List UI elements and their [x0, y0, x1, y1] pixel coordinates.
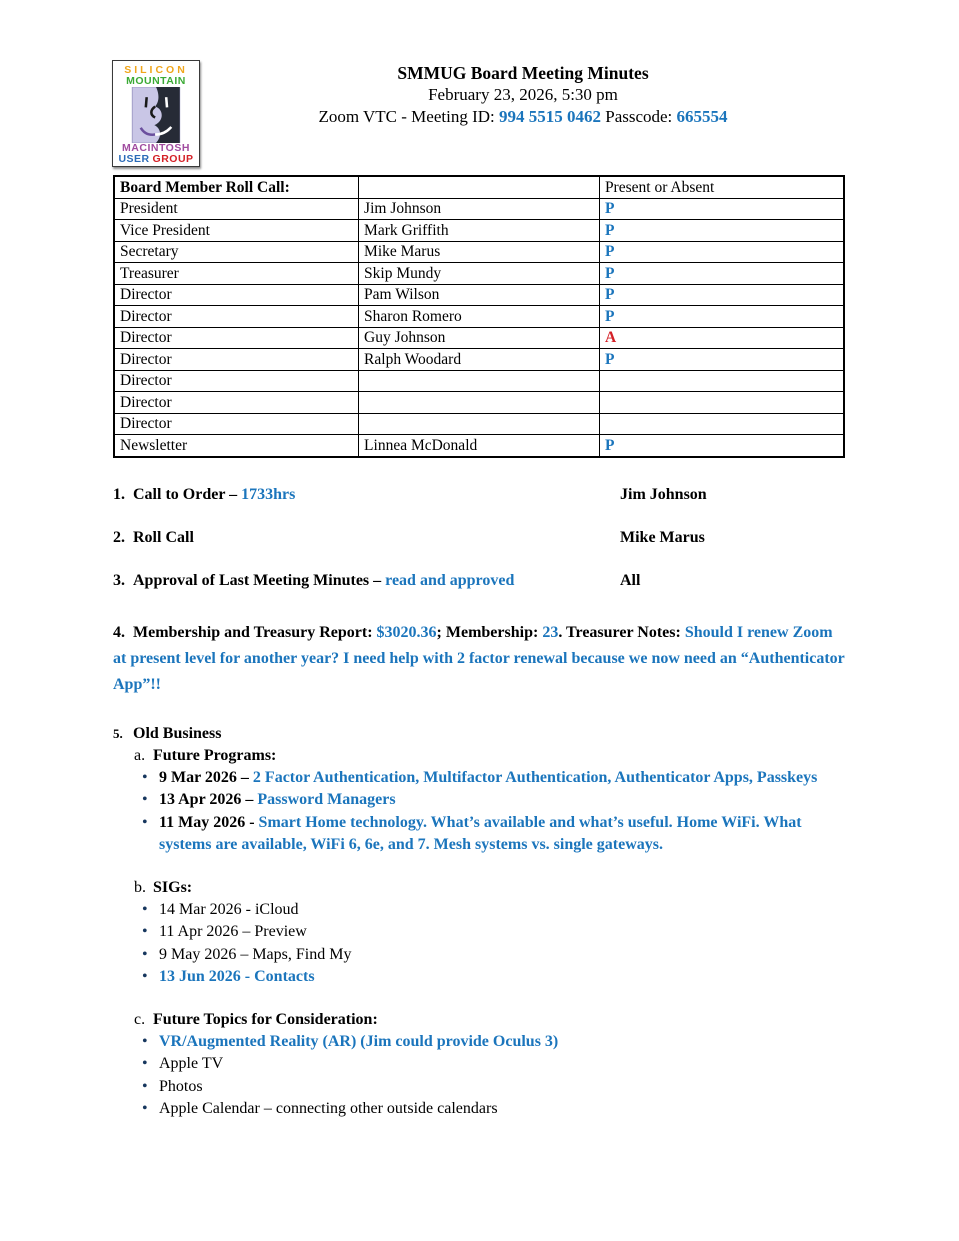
role-cell: Director [114, 392, 359, 414]
treasury-label: Membership and Treasury Report [133, 623, 368, 641]
list-item [113, 966, 845, 989]
bullet-icon: • [142, 768, 148, 786]
bullet-icon: • [142, 900, 148, 918]
item-number: 3. [113, 571, 125, 589]
bullet-icon: • [142, 1077, 148, 1095]
item-label: Approval of Last Meeting Minutes – [133, 571, 386, 589]
status-cell: A [599, 327, 844, 349]
logo-text-silicon: SILICON [124, 64, 188, 76]
role-cell: Vice President [114, 220, 359, 242]
header-text-block [201, 58, 845, 128]
status-cell [599, 370, 844, 392]
table-row [114, 306, 844, 328]
role-cell: Director [114, 370, 359, 392]
status-cell: P [599, 349, 844, 371]
table-row [114, 241, 844, 263]
sep: ; [436, 623, 446, 641]
bullet-topic: 11 Apr 2026 – Preview [159, 923, 307, 940]
section-future-topics [113, 1009, 845, 1121]
section-heading [113, 745, 845, 767]
roll-call-table [113, 175, 845, 458]
section-future-programs [113, 745, 845, 857]
section-title: SIGs: [153, 878, 193, 896]
status-cell: P [599, 198, 844, 220]
section-letter: a. [134, 746, 146, 764]
list-item [113, 1053, 845, 1076]
agenda-item-old-business [113, 723, 845, 1121]
item-value: 1733hrs [241, 485, 296, 503]
section-letter: c. [134, 1010, 146, 1028]
name-cell: Skip Mundy [359, 263, 600, 285]
list-item [113, 921, 845, 944]
status-cell: P [599, 263, 844, 285]
table-row [114, 435, 844, 457]
list-item [113, 767, 845, 790]
item-value: read and approved [385, 571, 515, 589]
role-cell: Director [114, 349, 359, 371]
status-cell: P [599, 435, 844, 457]
item-number: 2. [113, 528, 125, 546]
name-cell: Jim Johnson [359, 198, 600, 220]
item-number: 4. [113, 623, 125, 641]
mac-face-icon [129, 87, 183, 143]
bullet-icon: • [142, 813, 148, 831]
bullet-icon: • [142, 945, 148, 963]
bullet-topic: Photos [159, 1077, 203, 1095]
status-cell: P [599, 220, 844, 242]
status-cell: P [599, 241, 844, 263]
bullet-topic: Apple TV [159, 1055, 224, 1072]
table-row [114, 413, 844, 435]
name-cell: Mike Marus [359, 241, 600, 263]
role-cell: Newsletter [114, 435, 359, 457]
bullet-topic: VR/Augmented Reality (AR) (Jim could provide Oculus 3) [159, 1032, 559, 1050]
table-row [114, 220, 844, 242]
name-cell: Sharon Romero [359, 306, 600, 328]
list-item [113, 899, 845, 922]
name-cell [359, 370, 600, 392]
name-cell: Pam Wilson [359, 284, 600, 306]
bullet-icon: • [142, 1055, 148, 1072]
table-row [114, 370, 844, 392]
bullet-date: 11 May 2026 - [159, 813, 259, 831]
list-item [113, 1031, 845, 1054]
logo-text-mountain: MOUNTAIN [126, 75, 186, 87]
name-cell [359, 413, 600, 435]
old-business-heading [113, 723, 845, 745]
bullet-icon: • [142, 1100, 148, 1117]
list-item [113, 944, 845, 967]
agenda-item-call-to-order [113, 486, 845, 504]
meeting-date: February 23, 2026, 5:30 pm [428, 85, 618, 104]
bullet-icon: • [142, 791, 148, 808]
sep: : [532, 623, 543, 641]
name-cell: Mark Griffith [359, 220, 600, 242]
list-item [113, 1076, 845, 1099]
page-title: SMMUG Board Meeting Minutes [397, 63, 649, 83]
list-item [113, 812, 845, 857]
role-cell: Secretary [114, 241, 359, 263]
header-cell-present: Present or Absent [599, 176, 844, 198]
bullet-icon: • [142, 968, 148, 985]
name-cell: Guy Johnson [359, 327, 600, 349]
bullet-topic: 14 Mar 2026 - iCloud [159, 900, 299, 918]
status-cell [599, 392, 844, 414]
role-cell: Treasurer [114, 263, 359, 285]
role-cell: Director [114, 327, 359, 349]
item-number: 5. [113, 725, 123, 741]
item-owner: All [620, 571, 641, 589]
agenda-item-treasury-report [113, 620, 845, 698]
list-item [113, 1098, 845, 1121]
logo-text-macintosh: MACINTOSH [122, 142, 190, 154]
zoom-info-line [201, 106, 845, 128]
header-cell-name [359, 176, 600, 198]
sep: . [558, 623, 567, 641]
table-row [114, 284, 844, 306]
name-cell: Linnea McDonald [359, 435, 600, 457]
membership-label: Membership [445, 623, 533, 641]
meeting-id: 994 5515 0462 [498, 107, 601, 126]
agenda-item-roll-call [113, 529, 845, 547]
item-label: Roll Call [133, 528, 194, 546]
treasurer-notes-text: Should I renew Zoom at present level for another year? I need help with 2 factor renewal because we now need an “Authenticator App”!! [113, 623, 845, 693]
old-business-title: Old Business [133, 724, 222, 742]
agenda-item-approval [113, 572, 845, 590]
membership-count: 23 [542, 623, 559, 641]
status-cell: P [599, 306, 844, 328]
bullet-icon: • [142, 923, 148, 940]
table-header-row [114, 176, 844, 198]
table-row [114, 327, 844, 349]
list-item [113, 789, 845, 812]
section-title: Future Topics for Consideration: [153, 1010, 378, 1028]
bullet-topic: 2 Factor Authentication, Multifactor Authentication, Authenticator Apps, Passkeys [252, 768, 818, 786]
section-letter: b. [134, 878, 146, 896]
passcode-label: Passcode: [600, 107, 677, 126]
bullet-topic: 9 May 2026 – Maps, Find My [159, 945, 352, 963]
logo-text-user: USER [118, 153, 150, 165]
bullet-date: 9 Mar 2026 – [159, 768, 253, 786]
table-row [114, 349, 844, 371]
section-title: Future Programs: [153, 746, 277, 764]
treasury-amount: $3020.36 [376, 623, 437, 641]
table-row [114, 263, 844, 285]
bullet-topic: 13 Jun 2026 - Contacts [159, 968, 315, 985]
section-heading [113, 1009, 845, 1031]
section-sigs [113, 877, 845, 989]
zoom-vtc-label: Zoom VTC - Meeting ID: [318, 107, 499, 126]
item-owner: Jim Johnson [620, 485, 707, 503]
bullet-icon: • [142, 1032, 148, 1050]
role-cell: Director [114, 284, 359, 306]
logo-text-usergroup [118, 154, 193, 165]
table-row [114, 198, 844, 220]
item-label: Call to Order – [133, 485, 242, 503]
bullet-date: 13 Apr 2026 – [159, 791, 258, 808]
name-cell: Ralph Woodard [359, 349, 600, 371]
status-cell: P [599, 284, 844, 306]
table-row [114, 392, 844, 414]
bullet-topic: Smart Home technology. What’s available and what’s useful. Home WiFi. What systems are available, WiFi 6, 6e, and 7. Mesh systems vs. single gateways. [159, 813, 802, 853]
logo-text-group: GROUP [152, 153, 194, 165]
sep: : [367, 623, 377, 641]
role-cell: President [114, 198, 359, 220]
name-cell [359, 392, 600, 414]
item-owner: Mike Marus [620, 528, 705, 546]
smmug-logo [112, 60, 200, 167]
document-header [113, 58, 845, 170]
section-heading [113, 877, 845, 899]
item-number: 1. [113, 485, 125, 503]
treasurer-notes-label: Treasurer Notes: [566, 623, 685, 641]
role-cell: Director [114, 413, 359, 435]
bullet-topic: Password Managers [257, 791, 396, 808]
bullet-topic: Apple Calendar – connecting other outside calendars [159, 1100, 498, 1117]
role-cell: Director [114, 306, 359, 328]
passcode-value: 665554 [676, 107, 728, 126]
status-cell [599, 413, 844, 435]
header-cell-rollcall: Board Member Roll Call: [114, 176, 359, 198]
